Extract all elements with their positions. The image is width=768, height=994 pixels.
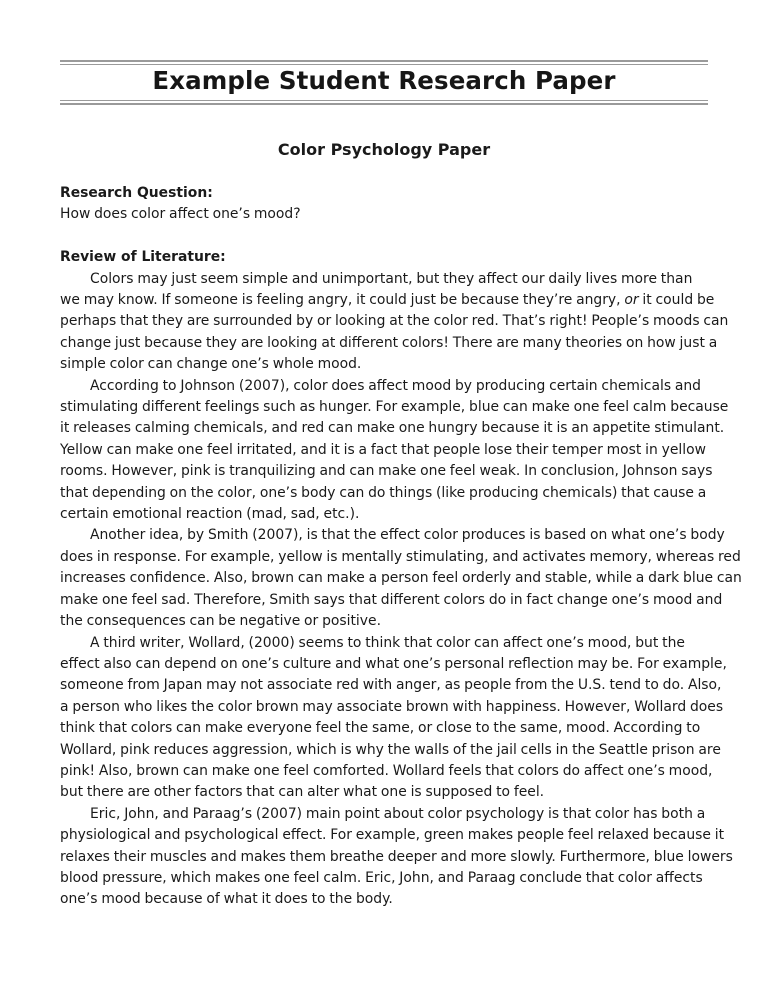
paragraph-line: blood pressure, which makes one feel calm. Eric, John, and Paraag conclude that color affects: [60, 869, 703, 886]
paragraph-1: [60, 269, 729, 376]
paragraph-line: certain emotional reaction (mad, sad, etc.).: [60, 506, 360, 523]
line-text: it could be: [638, 292, 715, 309]
research-question-text: How does color affect one’s mood?: [60, 206, 301, 223]
paragraph-line: Wollard, pink reduces aggression, which is why the walls of the jail cells in the Seattle prison are: [60, 741, 721, 758]
paragraph-5: [60, 804, 733, 911]
paragraph-line: relaxes their muscles and makes them breathe deeper and more slowly. Furthermore, blue lowers: [60, 848, 733, 865]
paragraph-line: rooms. However, pink is tranquilizing and can make one feel weak. In conclusion, Johnson says: [60, 463, 713, 480]
research-question-heading: Research Question:: [60, 185, 213, 201]
paragraph-line: change just because they are looking at different colors! There are many theories on how just a: [60, 334, 718, 351]
paragraph-2: [60, 376, 729, 526]
title-rule-top-outer: [60, 60, 708, 62]
line-text: we may know. If someone is feeling angry, it could just be because they’re angry,: [60, 292, 625, 309]
paragraph-line: [60, 290, 715, 311]
paragraph-line: that depending on the color, one’s body can do things (like producing chemicals) that cause a: [60, 484, 707, 501]
paragraph-line: the consequences can be negative or positive.: [60, 613, 381, 630]
emphasis-word: or: [624, 292, 639, 309]
paragraph-line: pink! Also, brown can make one feel comforted. Wollard feels that colors do affect one’s mood,: [60, 762, 713, 779]
paragraph-4: [60, 633, 727, 804]
title-rule-bottom-outer: [60, 103, 708, 105]
title-rule-top-inner: [60, 64, 708, 65]
section-spacer: [60, 226, 710, 247]
review-heading: Review of Literature:: [60, 249, 226, 266]
paragraph-line: but there are other factors that can alter what one is supposed to feel.: [60, 784, 545, 801]
paragraph-line: one’s mood because of what it does to the body.: [60, 891, 393, 908]
paragraph-line: a person who likes the color brown may associate brown with happiness. However, Wollard does: [60, 698, 724, 715]
paragraph-line: make one feel sad. Therefore, Smith says that different colors do in fact change one’s mood and: [60, 591, 723, 608]
paragraph-line: simple color can change one’s whole mood.: [60, 356, 362, 373]
paragraph-line: it releases calming chemicals, and red can make one hungry because it is an appetite stimulant.: [60, 420, 725, 437]
paragraph-line: think that colors can make everyone feel the same, or close to the same, mood. According to: [60, 720, 701, 737]
paragraph-line: Eric, John, and Paraag’s (2007) main point about color psychology is that color has both a: [90, 805, 706, 822]
paragraph-line: According to Johnson (2007), color does affect mood by producing certain chemicals and: [90, 377, 702, 394]
paragraph-line: increases confidence. Also, brown can make a person feel orderly and stable, while a dark blue can: [60, 570, 742, 587]
paragraph-line: A third writer, Wollard, (2000) seems to think that color can affect one’s mood, but the: [90, 634, 685, 651]
title-rule-bottom-inner: [60, 100, 708, 101]
paragraph-line: stimulating different feelings such as hunger. For example, blue can make one feel calm because: [60, 399, 729, 416]
paragraph-line: does in response. For example, yellow is mentally stimulating, and activates memory, whereas red: [60, 548, 741, 565]
paragraph-line: someone from Japan may not associate red with anger, as people from the U.S. tend to do. Also,: [60, 677, 722, 694]
paragraph-line: Yellow can make one feel irritated, and it is a fact that people lose their temper most in yellow: [60, 441, 706, 458]
paragraph-line: perhaps that they are surrounded by or looking at the color red. That’s right! People’s moods can: [60, 313, 729, 330]
paragraph-3: [60, 525, 742, 632]
paper-subtitle: Color Psychology Paper: [277, 140, 491, 159]
paragraph-line: Another idea, by Smith (2007), is that the effect color produces is based on what one’s body: [90, 527, 725, 544]
paragraph-line: Colors may just seem simple and unimportant, but they affect our daily lives more than: [90, 270, 693, 287]
paragraph-line: effect also can depend on one’s culture and what one’s personal reflection may be. For example,: [60, 655, 727, 672]
paper-body: [60, 183, 742, 911]
document-title: Example Student Research Paper: [152, 66, 616, 95]
paragraph-line: physiological and psychological effect. For example, green makes people feel relaxed because it: [60, 827, 725, 844]
